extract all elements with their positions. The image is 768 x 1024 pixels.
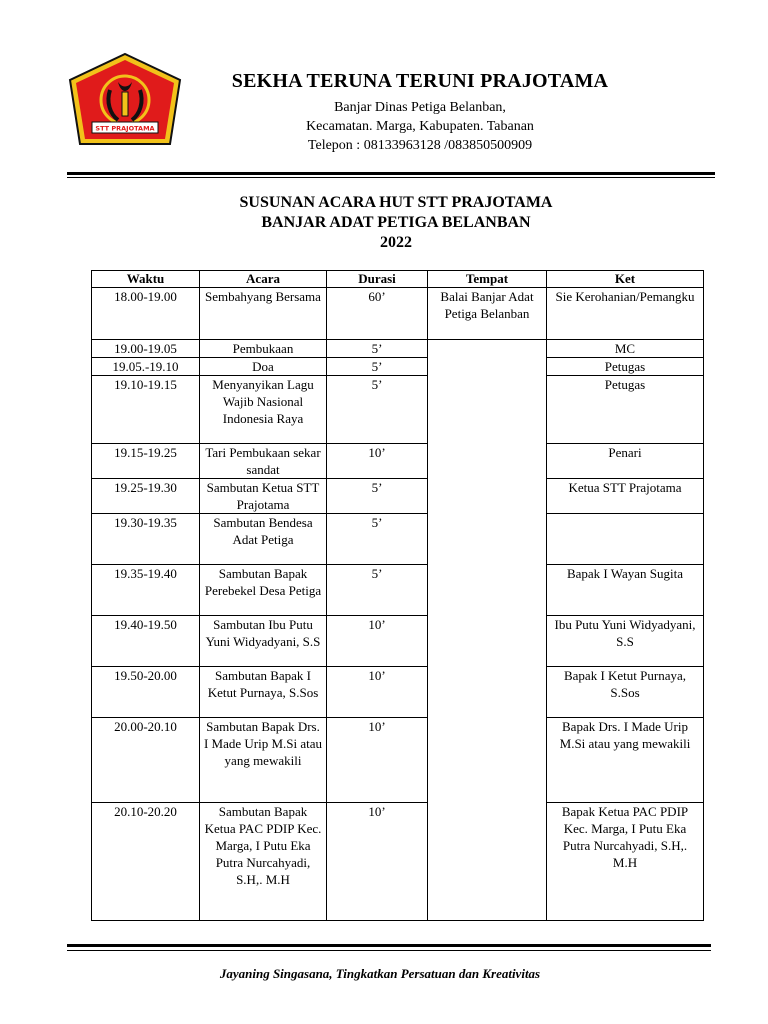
logo-emblem-icon: [66, 52, 184, 152]
column-header-ket: Ket: [547, 271, 704, 288]
acara-cell: Doa: [200, 358, 327, 376]
durasi-cell: 5’: [327, 565, 428, 616]
table-row: [92, 479, 704, 514]
document-title-line-2: BANJAR ADAT PETIGA BELANBAN: [261, 214, 531, 231]
ket-cell: [547, 514, 704, 565]
table-row: [92, 444, 704, 479]
ket-cell: Petugas: [547, 358, 704, 376]
table-row: [92, 718, 704, 803]
ket-cell: Bapak I Wayan Sugita: [547, 565, 704, 616]
waktu-cell: 20.00-20.10: [92, 718, 200, 803]
durasi-cell: 10’: [327, 444, 428, 479]
address-line-1: Banjar Dinas Petiga Belanban,: [334, 100, 506, 115]
ket-cell: Petugas: [547, 376, 704, 444]
column-header-waktu: Waktu: [92, 271, 200, 288]
table-header-row: [92, 271, 704, 288]
column-header-tempat: Tempat: [428, 271, 547, 288]
tempat-cell: Balai Banjar Adat Petiga Belanban: [428, 288, 547, 340]
table-row: [92, 667, 704, 718]
acara-cell: Sambutan Bapak Ketua PAC PDIP Kec. Marga, I Putu Eka Putra Nurcahyadi, S.H,. M.H: [200, 803, 327, 921]
footer-divider-thick: [67, 944, 711, 947]
durasi-cell: 10’: [327, 803, 428, 921]
ket-cell: Sie Kerohanian/Pemangku: [547, 288, 704, 340]
address-line-2: Kecamatan. Marga, Kabupaten. Tabanan: [306, 119, 534, 134]
ket-cell: Penari: [547, 444, 704, 479]
durasi-cell: 10’: [327, 718, 428, 803]
document-title-line-1: SUSUNAN ACARA HUT STT PRAJOTAMA: [239, 194, 553, 211]
durasi-cell: 5’: [327, 479, 428, 514]
organization-logo: [66, 52, 184, 152]
waktu-cell: 20.10-20.20: [92, 803, 200, 921]
phone-line: Telepon : 08133963128 /083850500909: [307, 138, 533, 153]
waktu-cell: 19.35-19.40: [92, 565, 200, 616]
ket-cell: Bapak Ketua PAC PDIP Kec. Marga, I Putu Eka Putra Nurcahyadi, S.H,. M.H: [547, 803, 704, 921]
durasi-cell: 5’: [327, 376, 428, 444]
document-title-year: 2022: [380, 234, 412, 251]
table-row: [92, 565, 704, 616]
table-row: [92, 288, 704, 340]
ket-cell: Bapak I Ketut Purnaya, S.Sos: [547, 667, 704, 718]
table-row: [92, 358, 704, 376]
durasi-cell: 5’: [327, 340, 428, 358]
schedule-table: [91, 270, 704, 921]
column-header-acara: Acara: [200, 271, 327, 288]
table-row: [92, 616, 704, 667]
header-divider-thin: [67, 177, 715, 178]
header-divider-thick: [67, 172, 715, 175]
acara-cell: Menyanyikan Lagu Wajib Nasional Indonesia Raya: [200, 376, 327, 444]
waktu-cell: 19.40-19.50: [92, 616, 200, 667]
waktu-cell: 19.50-20.00: [92, 667, 200, 718]
acara-cell: Sambutan Ibu Putu Yuni Widyadyani, S.S: [200, 616, 327, 667]
table-row: [92, 376, 704, 444]
acara-cell: Sambutan Bapak Perebekel Desa Petiga: [200, 565, 327, 616]
ket-cell: Ibu Putu Yuni Widyadyani, S.S: [547, 616, 704, 667]
durasi-cell: 5’: [327, 358, 428, 376]
acara-cell: Sambutan Bapak I Ketut Purnaya, S.Sos: [200, 667, 327, 718]
table-row: [92, 340, 704, 358]
waktu-cell: 19.00-19.05: [92, 340, 200, 358]
column-header-durasi: Durasi: [327, 271, 428, 288]
acara-cell: Sambutan Bendesa Adat Petiga: [200, 514, 327, 565]
durasi-cell: 5’: [327, 514, 428, 565]
waktu-cell: 19.05.-19.10: [92, 358, 200, 376]
footer-divider-thin: [67, 950, 711, 951]
acara-cell: Pembukaan: [200, 340, 327, 358]
footer-motto: Jayaning Singasana, Tingkatkan Persatuan dan Kreativitas: [219, 966, 541, 981]
ket-cell: MC: [547, 340, 704, 358]
waktu-cell: 19.15-19.25: [92, 444, 200, 479]
durasi-cell: 10’: [327, 667, 428, 718]
waktu-cell: 19.10-19.15: [92, 376, 200, 444]
durasi-cell: 60’: [327, 288, 428, 340]
ket-cell: Ketua STT Prajotama: [547, 479, 704, 514]
organization-name: SEKHA TERUNA TERUNI PRAJOTAMA: [231, 70, 609, 92]
waktu-cell: 19.30-19.35: [92, 514, 200, 565]
table-row: [92, 514, 704, 565]
table-row: [92, 803, 704, 921]
logo-banner-text: STT PRAJOTAMA: [95, 124, 155, 133]
durasi-cell: 10’: [327, 616, 428, 667]
tempat-cell-empty: [428, 340, 547, 921]
waktu-cell: 18.00-19.00: [92, 288, 200, 340]
acara-cell: Sambutan Bapak Drs. I Made Urip M.Si atau yang mewakili: [200, 718, 327, 803]
acara-cell: Sambutan Ketua STT Prajotama: [200, 479, 327, 514]
acara-cell: Tari Pembukaan sekar sandat: [200, 444, 327, 479]
ket-cell: Bapak Drs. I Made Urip M.Si atau yang mewakili: [547, 718, 704, 803]
waktu-cell: 19.25-19.30: [92, 479, 200, 514]
acara-cell: Sembahyang Bersama: [200, 288, 327, 340]
